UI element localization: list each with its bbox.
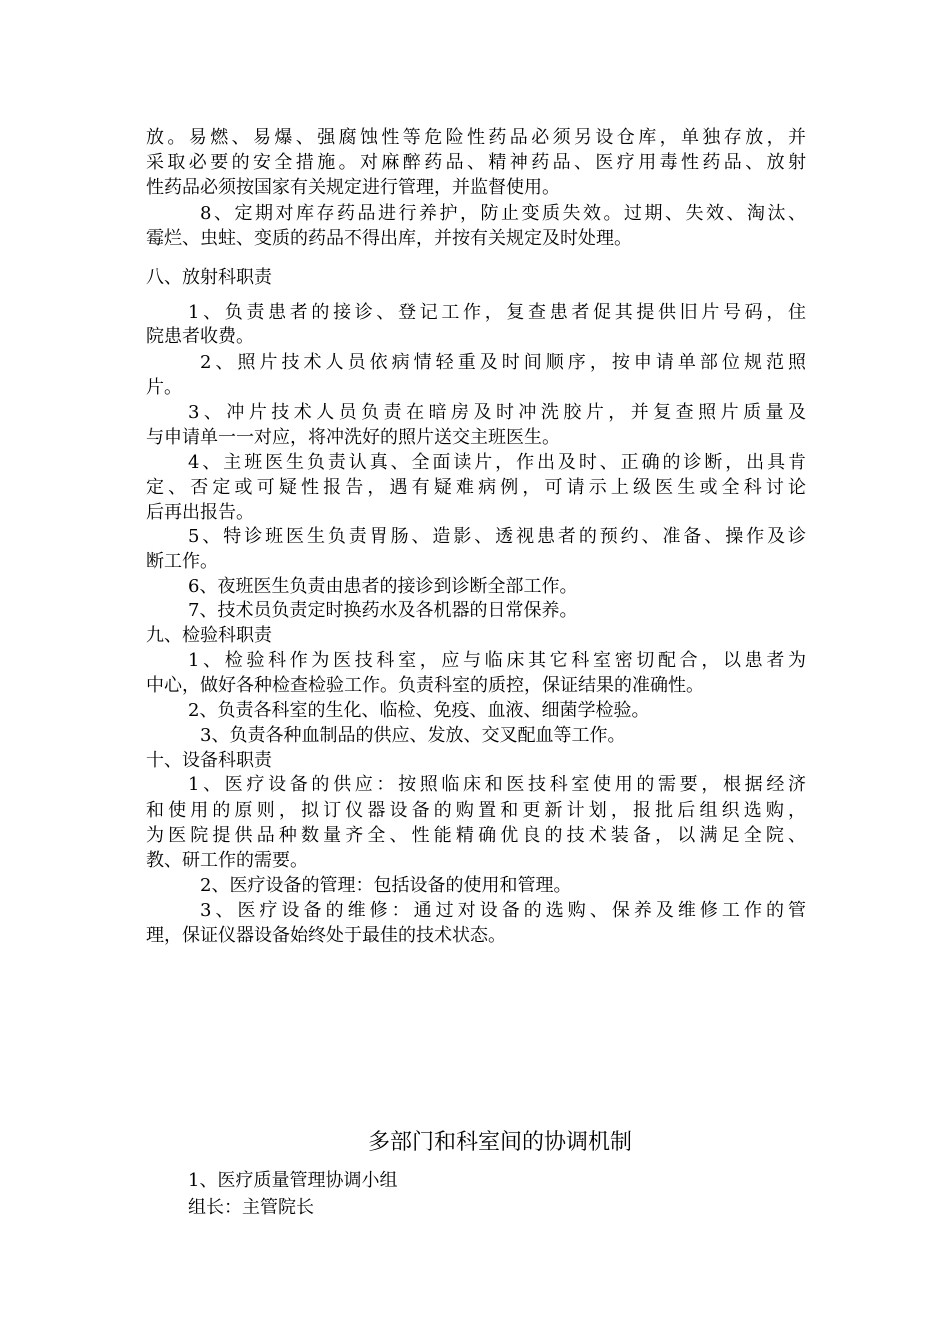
paragraph-line: 教、研工作的需要。 (146, 850, 308, 871)
paragraph-line: 放。易燃、易爆、强腐蚀性等危险性药品必须另设仓库，单独存放，并 (146, 127, 806, 148)
paragraph-line: 1、医疗设备的供应：按照临床和医技科室使用的需要，根据经济 (188, 774, 806, 795)
paragraph-line: 3、负责各种血制品的供应、发放、交叉配血等工作。 (200, 725, 626, 746)
paragraph-line: 断工作。 (146, 551, 218, 572)
paragraph-line: 3、医疗设备的维修：通过对设备的选购、保养及维修工作的管 (200, 900, 806, 921)
paragraph-line: 5、特诊班医生负责胃肠、造影、透视患者的预约、准备、操作及诊 (188, 526, 806, 547)
section-heading-radiology: 八、放射科职责 (146, 267, 272, 288)
paragraph-line: 理，保证仪器设备始终处于最佳的技术状态。 (146, 925, 506, 946)
paragraph-line: 2、照片技术人员依病情轻重及时间顺序，按申请单部位规范照 (200, 352, 806, 373)
paragraph-line: 2、负责各科室的生化、临检、免疫、血液、细菌学检验。 (188, 700, 650, 721)
section-heading-laboratory: 九、检验科职责 (146, 625, 272, 646)
paragraph-line: 6、夜班医生负责由患者的接诊到诊断全部工作。 (188, 576, 578, 597)
paragraph-line: 1、医疗质量管理协调小组 (188, 1170, 398, 1191)
paragraph-line: 采取必要的安全措施。对麻醉药品、精神药品、医疗用毒性药品、放射 (146, 152, 806, 173)
paragraph-line: 1、负责患者的接诊、登记工作，复查患者促其提供旧片号码，住 (188, 302, 806, 323)
paragraph-line: 为医院提供品种数量齐全、性能精确优良的技术装备，以满足全院、 (146, 825, 806, 846)
paragraph-line: 4、主班医生负责认真、全面读片，作出及时、正确的诊断，出具肯 (188, 452, 806, 473)
section-heading-equipment: 十、设备科职责 (146, 750, 272, 771)
paragraph-line: 中心，做好各种检查检验工作。负责科室的质控，保证结果的准确性。 (146, 675, 704, 696)
document-title: 多部门和科室间的协调机制 (367, 1130, 632, 1155)
paragraph-line: 组长：主管院长 (188, 1197, 314, 1218)
paragraph-line: 与申请单一一对应，将冲洗好的照片送交主班医生。 (146, 427, 560, 448)
paragraph-line: 8、定期对库存药品进行养护，防止变质失效。过期、失效、淘汰、 (200, 203, 806, 224)
paragraph-line: 1、检验科作为医技科室，应与临床其它科室密切配合，以患者为 (188, 650, 806, 671)
paragraph-line: 7、技术员负责定时换药水及各机器的日常保养。 (188, 600, 578, 621)
paragraph-line: 性药品必须按国家有关规定进行管理，并监督使用。 (146, 177, 560, 198)
paragraph-line: 后再出报告。 (146, 502, 254, 523)
paragraph-line: 霉烂、虫蛀、变质的药品不得出库，并按有关规定及时处理。 (146, 228, 632, 249)
paragraph-line: 3、冲片技术人员负责在暗房及时冲洗胶片，并复查照片质量及 (188, 402, 806, 423)
paragraph-line: 2、医疗设备的管理：包括设备的使用和管理。 (200, 875, 572, 896)
paragraph-line: 院患者收费。 (146, 326, 254, 347)
paragraph-line: 片。 (146, 377, 182, 398)
paragraph-line: 和使用的原则，拟订仪器设备的购置和更新计划，报批后组织选购， (146, 800, 806, 821)
paragraph-line: 定、否定或可疑性报告，遇有疑难病例，可请示上级医生或全科讨论 (146, 477, 806, 498)
